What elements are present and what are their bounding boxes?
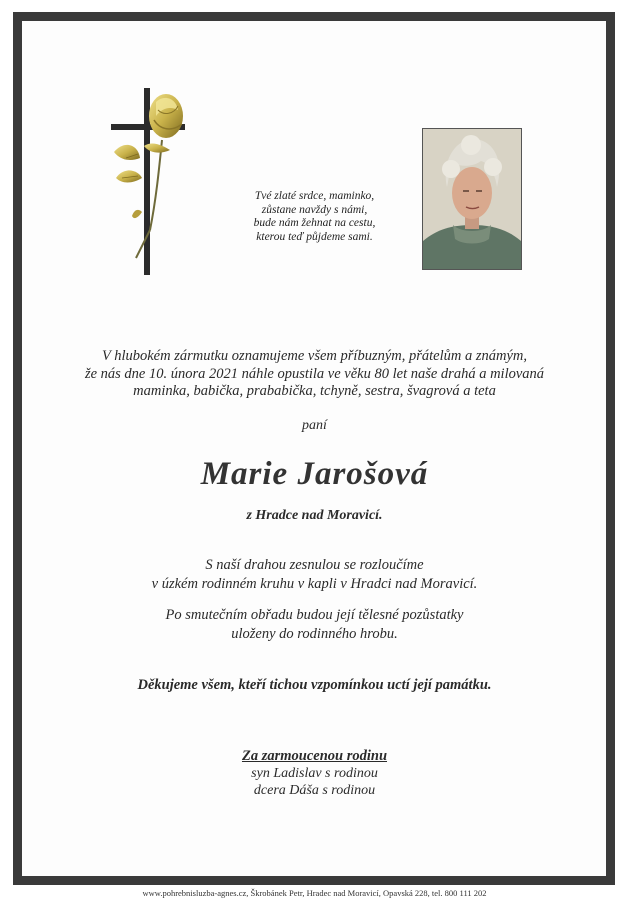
funeral-service-footer: www.pohrebnisluzba-agnes.cz, Škrobánek Petr, Hradec nad Moravicí, Opavská 228, tel. 800 111 202 [142, 888, 487, 898]
family-signature [0, 748, 629, 799]
announcement-text [40, 348, 589, 401]
announcement-line: že nás dne 10. února 2021 náhle opustila ve věku 80 let naše drahá a milovaná [84, 365, 545, 382]
thanks-text: Děkujeme všem, kteří tichou vzpomínkou uctí její památku. [137, 677, 492, 693]
verse-line: bude nám žehnat na cestu, [253, 217, 376, 229]
family-member: syn Ladislav s rodinou [251, 766, 378, 781]
announcement-line: maminka, babička, prababička, tchyně, sestra, švagrová a teta [133, 383, 496, 399]
verse-line: Tvé zlaté srdce, maminko, [254, 190, 375, 202]
deceased-name: Marie Jarošová [200, 456, 429, 492]
burial-text [0, 606, 629, 644]
announcement-line: V hlubokém zármutku oznamujeme všem příbuzným, přátelům a známým, [101, 348, 527, 364]
portrait-photo [422, 128, 522, 270]
farewell-text [0, 556, 629, 594]
burial-line: Po smutečním obřadu budou její tělesné pozůstatky [165, 607, 464, 623]
honorific: paní [302, 418, 327, 433]
deceased-origin: z Hradce nad Moravicí. [246, 508, 383, 523]
memorial-verse [232, 190, 397, 244]
farewell-line: S naší drahou zesnulou se rozloučíme [205, 557, 424, 573]
verse-line: kterou teď půjdeme sami. [256, 230, 373, 243]
signature-heading: Za zarmoucenou rodinu [241, 748, 388, 764]
burial-line: uloženy do rodinného hrobu. [231, 626, 398, 642]
family-member: dcera Dáša s rodinou [253, 783, 376, 798]
verse-line: zůstane navždy s námi, [261, 203, 368, 216]
cross-with-rose-icon [104, 80, 194, 280]
farewell-line: v úzkém rodinném kruhu v kapli v Hradci nad Moravicí. [151, 576, 478, 592]
